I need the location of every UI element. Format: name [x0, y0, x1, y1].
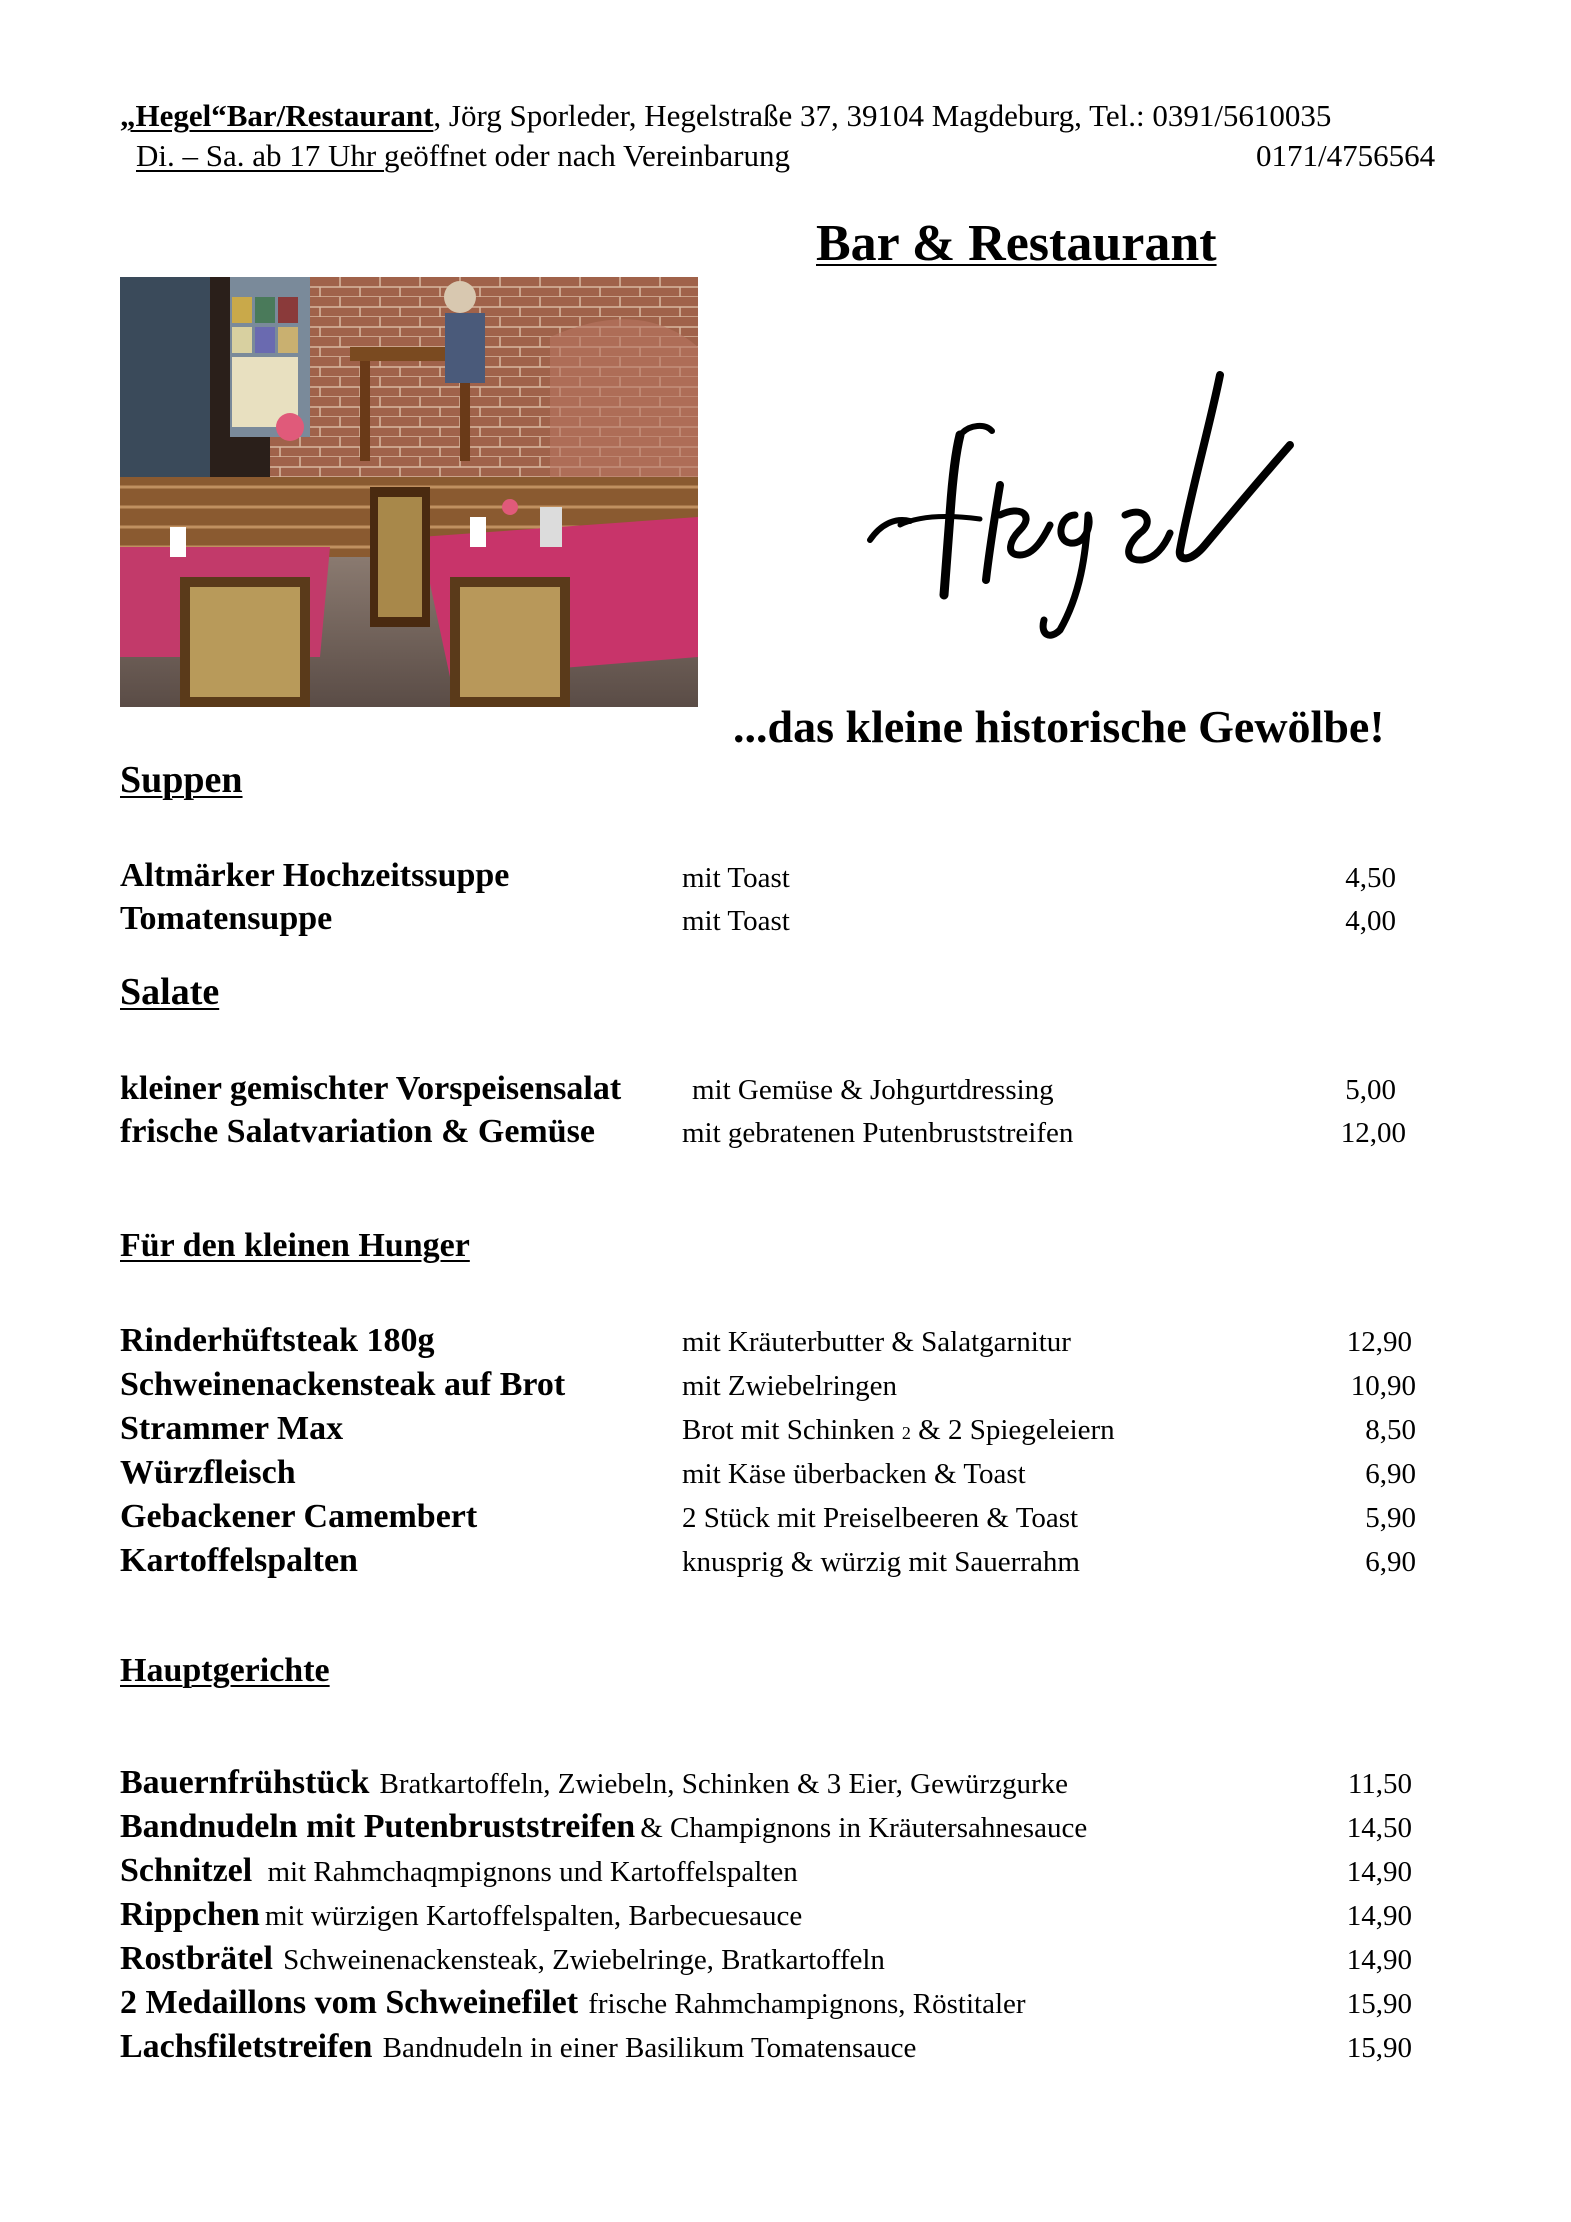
dish-price: 4,50 — [1345, 862, 1396, 894]
dish-description: mit Rahmchaqmpignons und Kartoffelspalten — [267, 1856, 798, 1888]
dish-name: Schweinenackensteak auf Brot — [120, 1366, 566, 1403]
dish-description: knusprig & würzig mit Sauerrahm — [682, 1546, 1080, 1578]
dish-price: 12,00 — [1340, 1117, 1406, 1149]
dish-price: 8,50 — [1365, 1414, 1416, 1446]
dish-price: 6,90 — [1365, 1458, 1416, 1490]
page-title: Bar & Restaurant — [816, 215, 1217, 272]
dish-price: 14,90 — [1346, 1856, 1412, 1888]
dish-description: Schweinenackensteak, Zwiebelringe, Bratkartoffeln — [283, 1944, 885, 1976]
dish-name: Bauernfrühstück — [120, 1764, 370, 1801]
header-mobile: 0171/4756564 — [1256, 138, 1436, 173]
main-dish-row — [120, 1852, 798, 1890]
subscript-note: 2 — [901, 1423, 911, 1443]
dish-price: 5,90 — [1365, 1502, 1416, 1534]
dish-price: 11,50 — [1347, 1768, 1412, 1800]
dish-name: Tomatensuppe — [120, 900, 333, 937]
dish-description-part: & 2 Spiegeleiern — [910, 1414, 1115, 1446]
dish-name: Strammer Max — [120, 1410, 344, 1447]
section-heading-kleiner-hunger: Für den kleinen Hunger — [120, 1227, 470, 1264]
dish-name: 2 Medaillons vom Schweinefilet — [120, 1984, 579, 2021]
section-heading-salate: Salate — [120, 971, 220, 1013]
dish-description: & Champignons in Kräutersahnesauce — [640, 1812, 1088, 1844]
main-dish-row — [120, 1764, 1068, 1802]
restaurant-interior-photo — [120, 277, 698, 707]
header-line-2 — [136, 138, 790, 174]
dish-description: Bratkartoffeln, Zwiebeln, Schinken & 3 Eier, Gewürzgurke — [379, 1768, 1068, 1800]
dish-description: mit Käse überbacken & Toast — [682, 1458, 1026, 1490]
dish-price: 5,00 — [1345, 1074, 1396, 1106]
hegel-signature-logo — [860, 365, 1310, 640]
dish-description: mit Gemüse & Johgurtdressing — [692, 1074, 1054, 1106]
dish-description-part: Brot mit Schinken — [682, 1414, 902, 1446]
dish-price: 6,90 — [1365, 1546, 1416, 1578]
main-dish-row — [120, 1984, 1026, 2022]
dish-name: Altmärker Hochzeitssuppe — [120, 857, 510, 894]
dish-description: Bandnudeln in einer Basilikum Tomatensauce — [382, 2032, 917, 2064]
dish-name: Rinderhüftsteak 180g — [120, 1322, 435, 1359]
slogan: ...das kleine historische Gewölbe! — [733, 701, 1385, 752]
dish-price: 12,90 — [1346, 1326, 1412, 1358]
dish-description: mit Toast — [682, 905, 790, 937]
dish-description: 2 Stück mit Preiselbeeren & Toast — [682, 1502, 1079, 1534]
opening-days: Di. – Sa. ab 17 Uhr — [136, 138, 384, 173]
dish-name: Schnitzel — [120, 1852, 253, 1889]
main-dish-row — [120, 1896, 802, 1934]
section-heading-hauptgerichte: Hauptgerichte — [120, 1652, 330, 1689]
dish-description: mit gebratenen Putenbruststreifen — [682, 1117, 1074, 1149]
opening-note: geöffnet oder nach Vereinbarung — [383, 138, 790, 173]
dish-description: mit Toast — [682, 862, 790, 894]
dish-name: frische Salatvariation & Gemüse — [120, 1113, 595, 1150]
dish-price: 14,90 — [1346, 1900, 1412, 1932]
dish-name: Lachsfiletstreifen — [120, 2028, 373, 2065]
dish-price: 14,90 — [1346, 1944, 1412, 1976]
section-heading-suppen: Suppen — [120, 759, 243, 801]
dish-name: Rostbrätel — [120, 1940, 273, 1977]
dish-description: mit Kräuterbutter & Salatgarnitur — [682, 1326, 1071, 1358]
dish-price: 10,90 — [1350, 1370, 1416, 1402]
dish-price: 15,90 — [1346, 1988, 1412, 2020]
dish-name: Rippchen — [120, 1896, 260, 1933]
dish-description — [682, 1414, 1115, 1447]
dish-description: mit würzigen Kartoffelspalten, Barbecuesauce — [264, 1900, 803, 1932]
dish-name: kleiner gemischter Vorspeisensalat — [120, 1070, 622, 1107]
main-dish-row — [120, 2028, 916, 2066]
dish-description: mit Zwiebelringen — [682, 1370, 898, 1402]
header-address: , Jörg Sporleder, Hegelstraße 37, 39104 Magdeburg, Tel.: 0391/5610035 — [433, 98, 1332, 133]
dish-description: frische Rahmchampignons, Röstitaler — [588, 1988, 1026, 2020]
dish-name: Bandnudeln mit Putenbruststreifen — [120, 1808, 636, 1845]
dish-name: Würzfleisch — [120, 1454, 296, 1491]
dish-price: 15,90 — [1346, 2032, 1412, 2064]
dish-price: 4,00 — [1345, 905, 1396, 937]
main-dish-row — [120, 1940, 885, 1978]
dish-price: 14,50 — [1346, 1812, 1412, 1844]
header-line-1 — [120, 98, 1331, 134]
main-dish-row — [120, 1808, 1087, 1846]
restaurant-name: „Hegel“Bar/Restaurant — [120, 98, 434, 133]
dish-name: Kartoffelspalten — [120, 1542, 358, 1579]
dish-name: Gebackener Camembert — [120, 1498, 478, 1535]
